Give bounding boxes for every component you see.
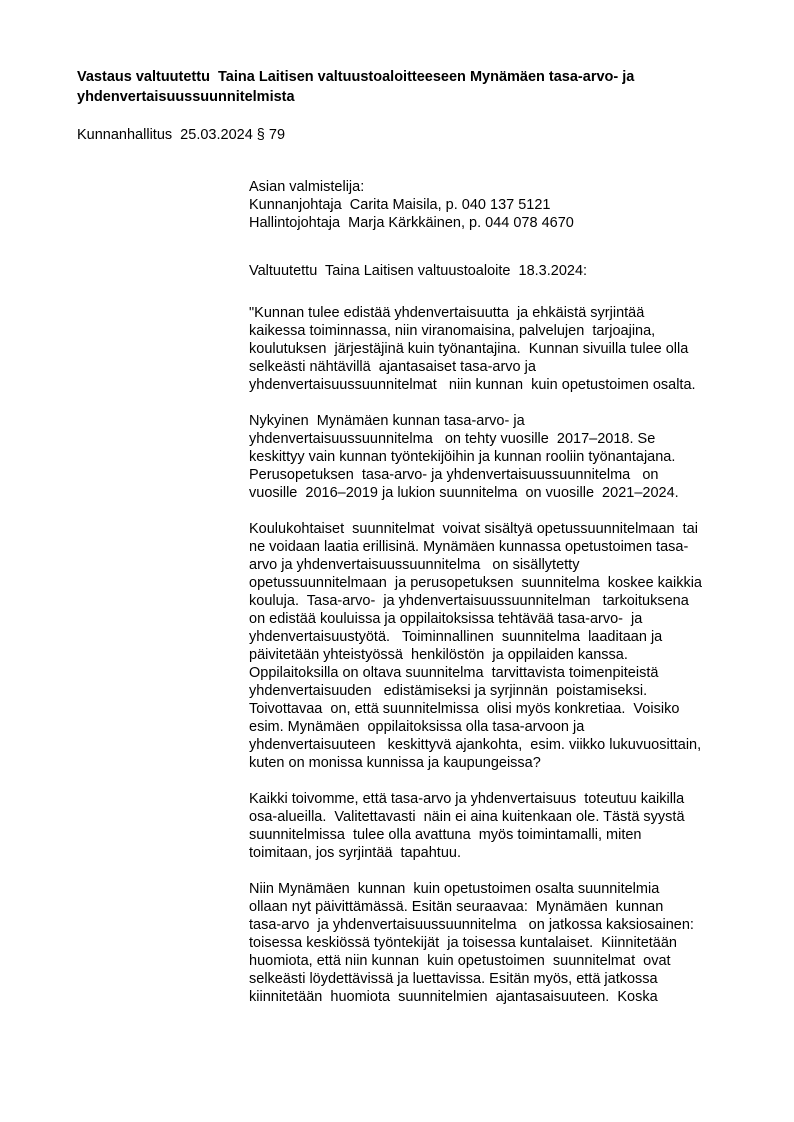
title-line: yhdenvertaisuussuunnitelmista (77, 89, 295, 105)
paragraph-line: yhdenvertaisuuden edistämiseksi ja syrjinnän poistamiseksi. (249, 683, 648, 699)
document-title (77, 67, 737, 107)
paragraph (249, 790, 749, 862)
paragraph-line: osa-alueilla. Valitettavasti näin ei aina kuitenkaan ole. Tästä syystä (249, 809, 685, 825)
paragraph-line: ollaan nyt päivittämässä. Esitän seuraavaa: Mynämäen kunnan (249, 899, 664, 915)
initiative-heading: Valtuutettu Taina Laitisen valtuustoaloite 18.3.2024: (249, 263, 588, 279)
paragraph-line: Oppilaitoksilla on oltava suunnitelma tarvittavista toimenpiteistä (249, 665, 659, 681)
initiative-text (249, 304, 749, 1006)
paragraph-line: kuten on monissa kunnissa ja kaupungeissa? (249, 755, 541, 771)
paragraph (249, 304, 749, 394)
title-line: Vastaus valtuutettu Taina Laitisen valtuustoaloitteeseen Mynämäen tasa-arvo- ja (77, 69, 635, 85)
paragraph-line: kiinnitetään huomiota suunnitelmien ajantasaisuuteen. Koska (249, 989, 658, 1005)
paragraph-line: ne voidaan laatia erillisinä. Mynämäen kunnassa opetustoimen tasa- (249, 539, 689, 555)
preparer: Hallintojohtaja Marja Kärkkäinen, p. 044 078 4670 (249, 215, 574, 231)
paragraph-line: Nykyinen Mynämäen kunnan tasa-arvo- ja (249, 413, 525, 429)
paragraph (249, 412, 749, 502)
paragraph-line: toimitaan, jos syrjintää tapahtuu. (249, 845, 461, 861)
paragraph-line: koulutuksen järjestäjinä kuin työnantajina. Kunnan sivuilla tulee olla (249, 341, 689, 357)
paragraph (249, 520, 749, 772)
paragraph-line: Koulukohtaiset suunnitelmat voivat sisältyä opetussuunnitelmaan tai (249, 521, 698, 537)
paragraph-line: yhdenvertaisuuteen keskittyvä ajankohta, esim. viikko lukuvuosittain, (249, 737, 702, 753)
paragraph-line: yhdenvertaisuussuunnitelmat niin kunnan kuin opetustoimen osalta. (249, 377, 696, 393)
paragraph-line: toisessa keskiössä työntekijät ja toisessa kuntalaiset. Kiinnitetään (249, 935, 677, 951)
paragraph-line: yhdenvertaisuustyötä. Toiminnallinen suunnitelma laaditaan ja (249, 629, 663, 645)
paragraph-line: huomiota, että niin kunnan kuin opetustoimen suunnitelmat ovat (249, 953, 671, 969)
paragraph-line: Toivottavaa on, että suunnitelmissa olisi myös konkretiaa. Voisiko (249, 701, 680, 717)
document-body (249, 178, 749, 1024)
paragraph-line: on edistää kouluissa ja oppilaitoksissa tehtävää tasa-arvo- ja (249, 611, 643, 627)
paragraph-line: kaikessa toiminnassa, niin viranomaisina, palvelujen tarjoajina, (249, 323, 656, 339)
paragraph-line: suunnitelmissa tulee olla avattuna myös toimintamalli, miten (249, 827, 642, 843)
paragraph-line: yhdenvertaisuussuunnitelma on tehty vuosille 2017–2018. Se (249, 431, 656, 447)
paragraph-line: kouluja. Tasa-arvo- ja yhdenvertaisuussuunnitelman tarkoituksena (249, 593, 689, 609)
paragraph-line: Perusopetuksen tasa-arvo- ja yhdenvertaisuussuunnitelma on (249, 467, 659, 483)
preparer: Kunnanjohtaja Carita Maisila, p. 040 137 5121 (249, 197, 551, 213)
preparers-block (249, 178, 749, 232)
paragraph-line: esim. Mynämäen oppilaitoksissa olla tasa-arvoon ja (249, 719, 585, 735)
paragraph-line: vuosille 2016–2019 ja lukion suunnitelma on vuosille 2021–2024. (249, 485, 679, 501)
paragraph-line: "Kunnan tulee edistää yhdenvertaisuutta ja ehkäistä syrjintää (249, 305, 645, 321)
paragraph-line: keskittyy vain kunnan työntekijöihin ja kunnan rooliin työnantajana. (249, 449, 676, 465)
paragraph-line: Niin Mynämäen kunnan kuin opetustoimen osalta suunnitelmia (249, 881, 660, 897)
meeting-reference: Kunnanhallitus 25.03.2024 § 79 (77, 127, 286, 143)
paragraph-line: selkeästi nähtävillä ajantasaiset tasa-arvo ja (249, 359, 536, 375)
paragraph-line: Kaikki toivomme, että tasa-arvo ja yhdenvertaisuus toteutuu kaikilla (249, 791, 685, 807)
paragraph-line: tasa-arvo ja yhdenvertaisuussuunnitelma on jatkossa kaksiosainen: (249, 917, 694, 933)
preparers-heading: Asian valmistelija: (249, 179, 365, 195)
paragraph-line: arvo ja yhdenvertaisuussuunnitelma on sisällytetty (249, 557, 580, 573)
paragraph-line: päivitetään yhteistyössä henkilöstön ja oppilaiden kanssa. (249, 647, 628, 663)
paragraph (249, 880, 749, 1006)
paragraph-line: selkeästi löydettävissä ja luettavissa. Esitän myös, että jatkossa (249, 971, 658, 987)
paragraph-line: opetussuunnitelmaan ja perusopetuksen suunnitelma koskee kaikkia (249, 575, 702, 591)
